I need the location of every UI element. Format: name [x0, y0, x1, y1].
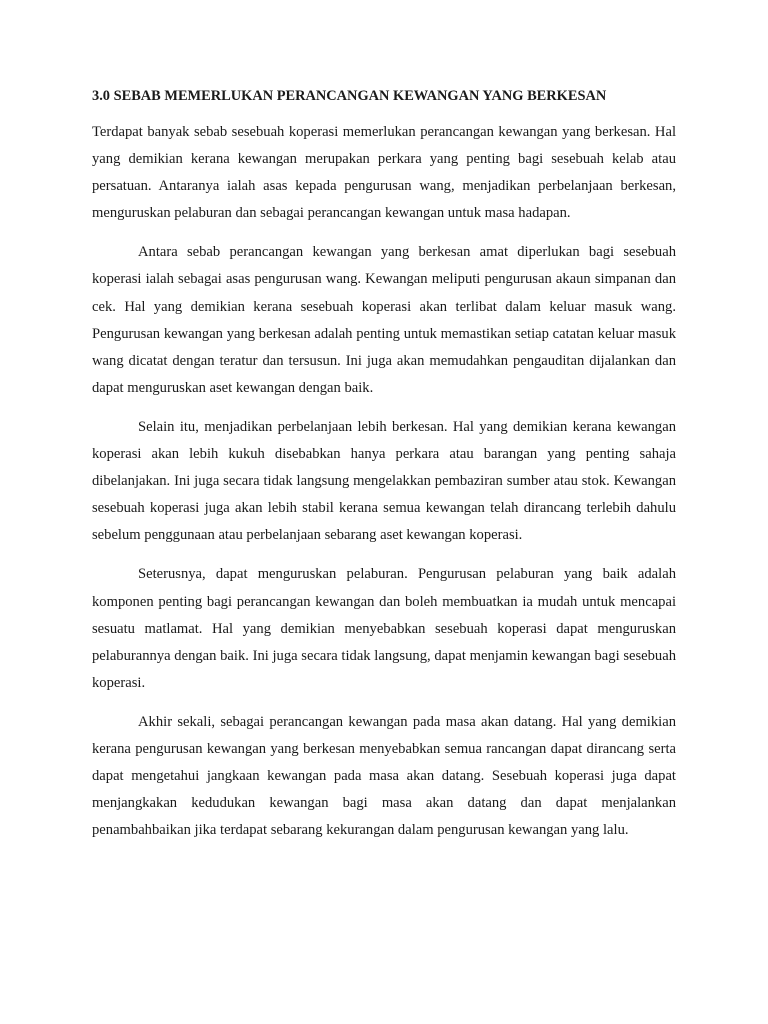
paragraph-perancangan-masa-hadapan: Akhir sekali, sebagai perancangan kewangan pada masa akan datang. Hal yang demikian kerana pengurusan kewangan yang berkesan menyebabkan semua rancangan dapat dirancang serta dapat mengetahui jangkaan kewangan pada masa akan datang. Sesebuah koperasi juga dapat menjangkakan kedudukan kewangan bagi masa akan datang dan dapat menjalankan penambahbaikan jika terdapat sebarang kekurangan dalam pengurusan kewangan yang lalu.: [92, 713, 676, 839]
paragraph-menguruskan-pelaburan: Seterusnya, dapat menguruskan pelaburan. Pengurusan pelaburan yang baik adalah komponen penting bagi perancangan kewangan dan boleh membuatkan ia mudah untuk mencapai sesuatu matlamat. Hal yang demikian menyebabkan sesebuah koperasi dapat menguruskan pelaburannya dengan baik. Ini juga secara tidak langsung, dapat menjamin kewangan bagi sesebuah koperasi.: [92, 566, 676, 691]
paragraph-intro: Terdapat banyak sebab sesebuah koperasi memerlukan perancangan kewangan yang berkesan. Hal yang demikian kerana kewangan merupakan perkara yang penting bagi sesebuah kelab atau persatuan. Antaranya ialah asas kepada pengurusan wang, menjadikan perbelanjaan berkesan, menguruskan pelaburan dan sebagai perancangan kewangan untuk masa hadapan.: [92, 124, 676, 222]
paragraph-perbelanjaan-berkesan: Selain itu, menjadikan perbelanjaan lebih berkesan. Hal yang demikian kerana kewangan koperasi akan lebih kukuh disebabkan hanya perkara atau barangan yang penting sahaja dibelanjakan. Ini juga secara tidak langsung mengelakkan pembaziran sumber atau stok. Kewangan sesebuah koperasi juga akan lebih stabil kerana semua kewangan telah dirancang terlebih dahulu sebelum penggunaan atau perbelanjaan sebarang aset kewangan koperasi.: [92, 418, 676, 544]
paragraph-asas-pengurusan-wang: Antara sebab perancangan kewangan yang berkesan amat diperlukan bagi sesebuah koperasi ialah sebagai asas pengurusan wang. Kewangan meliputi pengurusan akaun simpanan dan cek. Hal yang demikian kerana sesebuah koperasi akan terlibat dalam keluar masuk wang. Pengurusan kewangan yang berkesan adalah penting untuk memastikan setiap catatan keluar masuk wang dicatat dengan teratur dan tersusun. Ini juga akan memudahkan pengauditan dijalankan dan dapat menguruskan aset kewangan dengan baik.: [92, 244, 676, 396]
section-heading: 3.0 SEBAB MEMERLUKAN PERANCANGAN KEWANGAN YANG BERKESAN: [92, 88, 607, 104]
document-body: [92, 86, 676, 856]
